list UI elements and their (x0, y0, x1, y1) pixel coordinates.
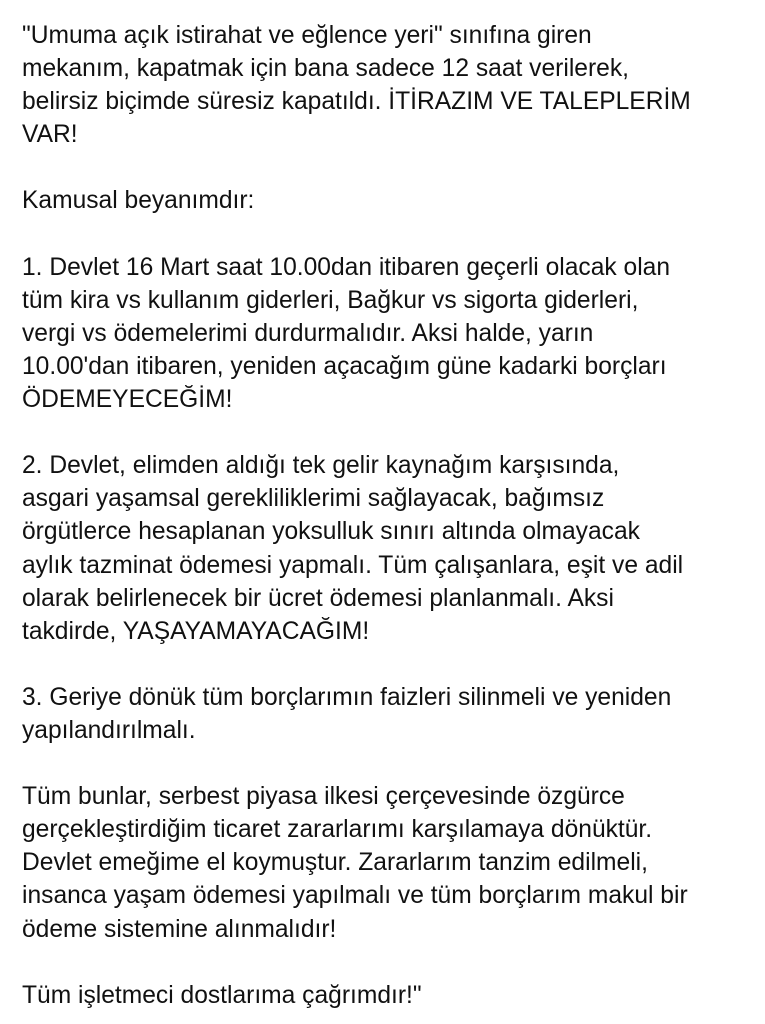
text-line: "Umuma açık istirahat ve eğlence yeri" sınıfına giren (22, 22, 592, 49)
text-line: takdirde, YAŞAYAMAYACAĞIM! (22, 617, 370, 645)
text-line: olarak belirlenecek bir ücret ödemesi planlanmalı. Aksi (22, 584, 614, 612)
text-line: belirsiz biçimde süresiz kapatıldı. İTİRAZIM VE TALEPLERİM (22, 88, 691, 116)
text-line: gerçekleştirdiğim ticaret zararlarımı karşılamaya dönüktür. (22, 816, 653, 844)
paragraph-intro (22, 19, 762, 151)
paragraph-declaration-heading (22, 184, 762, 217)
text-line: Devlet emeğime el koymuştur. Zararlarım tanzim edilmeli, (22, 849, 648, 877)
text-line: Kamusal beyanımdır: (22, 187, 255, 215)
text-line: yapılandırılmalı. (22, 716, 196, 744)
text-line: mekanım, kapatmak için bana sadece 12 saat verilerek, (22, 55, 629, 83)
text-line: tüm kira vs kullanım giderleri, Bağkur vs sigorta giderleri, (22, 286, 639, 314)
text-line: asgari yaşamsal gerekliliklerimi sağlayacak, bağımsız (22, 485, 605, 513)
text-line: ÖDEMEYECEĞİM! (22, 386, 233, 414)
statement-text (22, 19, 762, 1012)
text-line: insanca yaşam ödemesi yapılmalı ve tüm borçlarım makul bir (22, 882, 688, 910)
paragraph-demand-3 (22, 681, 762, 747)
text-line: örgütlerce hesaplanan yoksulluk sınırı altında olmayacak (22, 518, 640, 546)
paragraph-demand-1 (22, 251, 762, 416)
text-line: VAR! (22, 121, 78, 149)
paragraph-closing (22, 979, 762, 1012)
text-line: vergi vs ödemelerimi durdurmalıdır. Aksi halde, yarın (22, 319, 594, 347)
text-line: 10.00'dan itibaren, yeniden açacağım güne kadarki borçları (22, 352, 667, 380)
text-line: Tüm bunlar, serbest piyasa ilkesi çerçevesinde özgürce (22, 783, 625, 811)
paragraph-summary (22, 780, 762, 945)
text-line: ödeme sistemine alınmalıdır! (22, 915, 337, 943)
text-line: aylık tazminat ödemesi yapmalı. Tüm çalışanlara, eşit ve adil (22, 551, 684, 579)
text-line: 3. Geriye dönük tüm borçlarımın faizleri silinmeli ve yeniden (22, 683, 672, 711)
text-line: 1. Devlet 16 Mart saat 10.00dan itibaren geçerli olacak olan (22, 253, 671, 281)
text-line: 2. Devlet, elimden aldığı tek gelir kaynağım karşısında, (22, 452, 620, 480)
paragraph-demand-2 (22, 449, 762, 648)
text-line: Tüm işletmeci dostlarıma çağrımdır!" (22, 981, 422, 1009)
